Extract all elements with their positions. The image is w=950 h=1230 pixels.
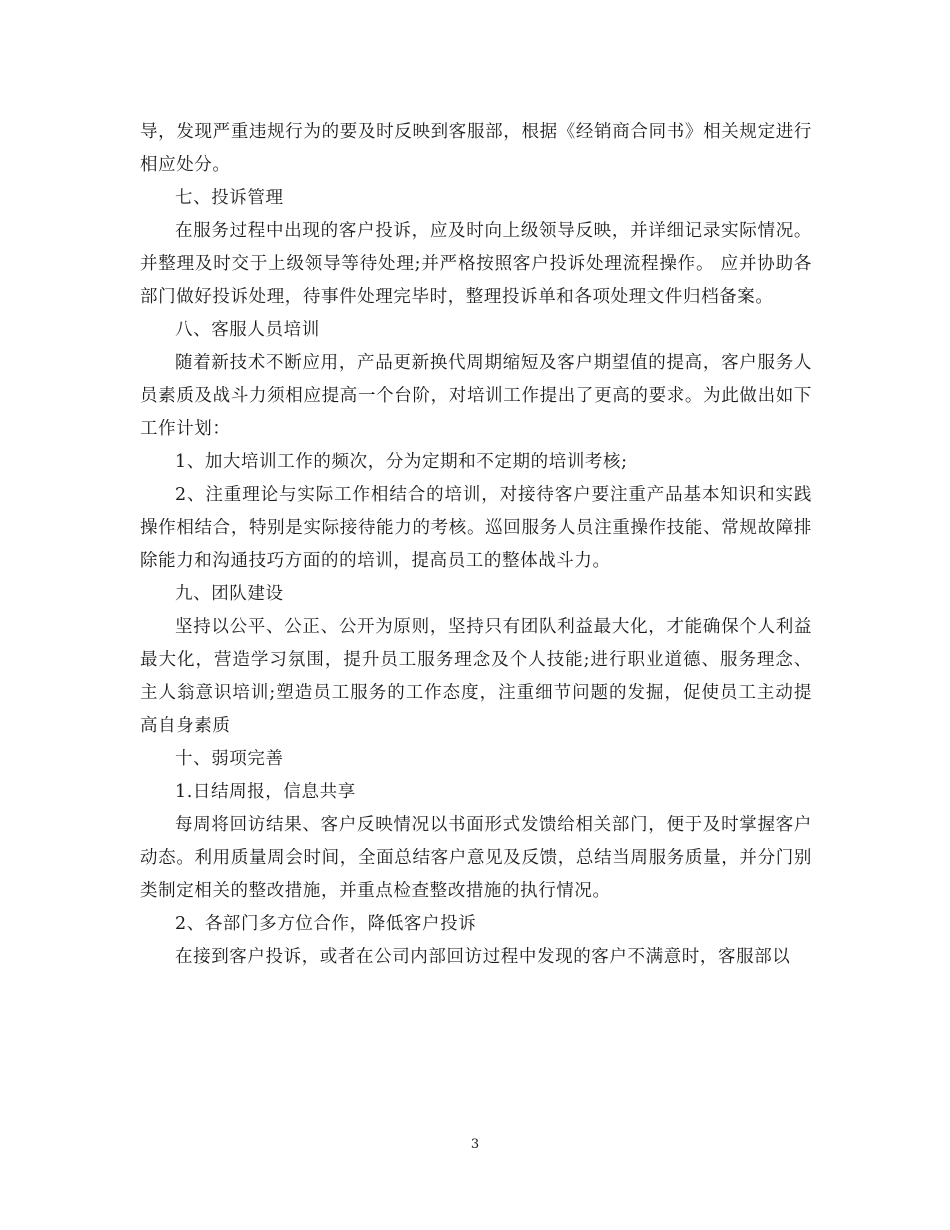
- page-body: [140, 116, 812, 974]
- paragraph-training-intro: 随着新技术不断应用，产品更新换代周期缩短及客户期望值的提高，客户服务人员素质及战斗力须相应提高一个台阶，对培训工作提出了更高的要求。为此做出如下工作计划：: [140, 353, 812, 439]
- paragraph-training-item-1: 1、加大培训工作的频次，分为定期和不定期的培训考核;: [175, 452, 628, 472]
- subheading-department-cooperation: 2、各部门多方位合作，降低客户投诉: [175, 914, 477, 934]
- section-heading-weakness-improvement: 十、弱项完善: [175, 749, 284, 769]
- subheading-daily-weekly-report: 1.日结周报，信息共享: [175, 782, 356, 802]
- section-heading-complaint-management: 七、投诉管理: [175, 188, 284, 208]
- paragraph-training-item-2: 2、注重理论与实际工作相结合的培训，对接待客户要注重产品基本知识和实践操作相结合，特别是实际接待能力的考核。巡回服务人员注重操作技能、常规故障排除能力和沟通技巧方面的的培训，提高员工的整体战斗力。: [140, 485, 812, 571]
- paragraph-weekly-feedback: 每周将回访结果、客户反映情况以书面形式发馈给相关部门，便于及时掌握客户动态。利用质量周会时间，全面总结客户意见及反馈，总结当周服务质量，并分门别类制定相关的整改措施，并重点检查整改措施的执行情况。: [140, 815, 812, 901]
- paragraph-complaint-receipt: 在接到客户投诉，或者在公司内部回访过程中发现的客户不满意时，客服部以: [175, 947, 791, 967]
- section-heading-staff-training: 八、客服人员培训: [175, 320, 320, 340]
- paragraph-team-building: 坚持以公平、公正、公开为原则，坚持只有团队利益最大化，才能确保个人利益最大化，营造学习氛围，提升员工服务理念及个人技能;进行职业道德、服务理念、主人翁意识培训;塑造员工服务的工作态度，注重细节问题的发掘，促使员工主动提高自身素质: [140, 617, 812, 736]
- paragraph-complaint-handling: 在服务过程中出现的客户投诉，应及时向上级领导反映，并详细记录实际情况。并整理及时交于上级领导等待处理;并严格按照客户投诉处理流程操作。 应并协助各部门做好投诉处理，待事件处理完毕时，整理投诉单和各项处理文件归档备案。: [140, 221, 812, 307]
- page-number: 3: [470, 1137, 480, 1152]
- section-heading-team-building: 九、团队建设: [175, 584, 284, 604]
- paragraph-continued: 导，发现严重违规行为的要及时反映到客服部，根据《经销商合同书》相关规定进行相应处分。: [140, 122, 812, 175]
